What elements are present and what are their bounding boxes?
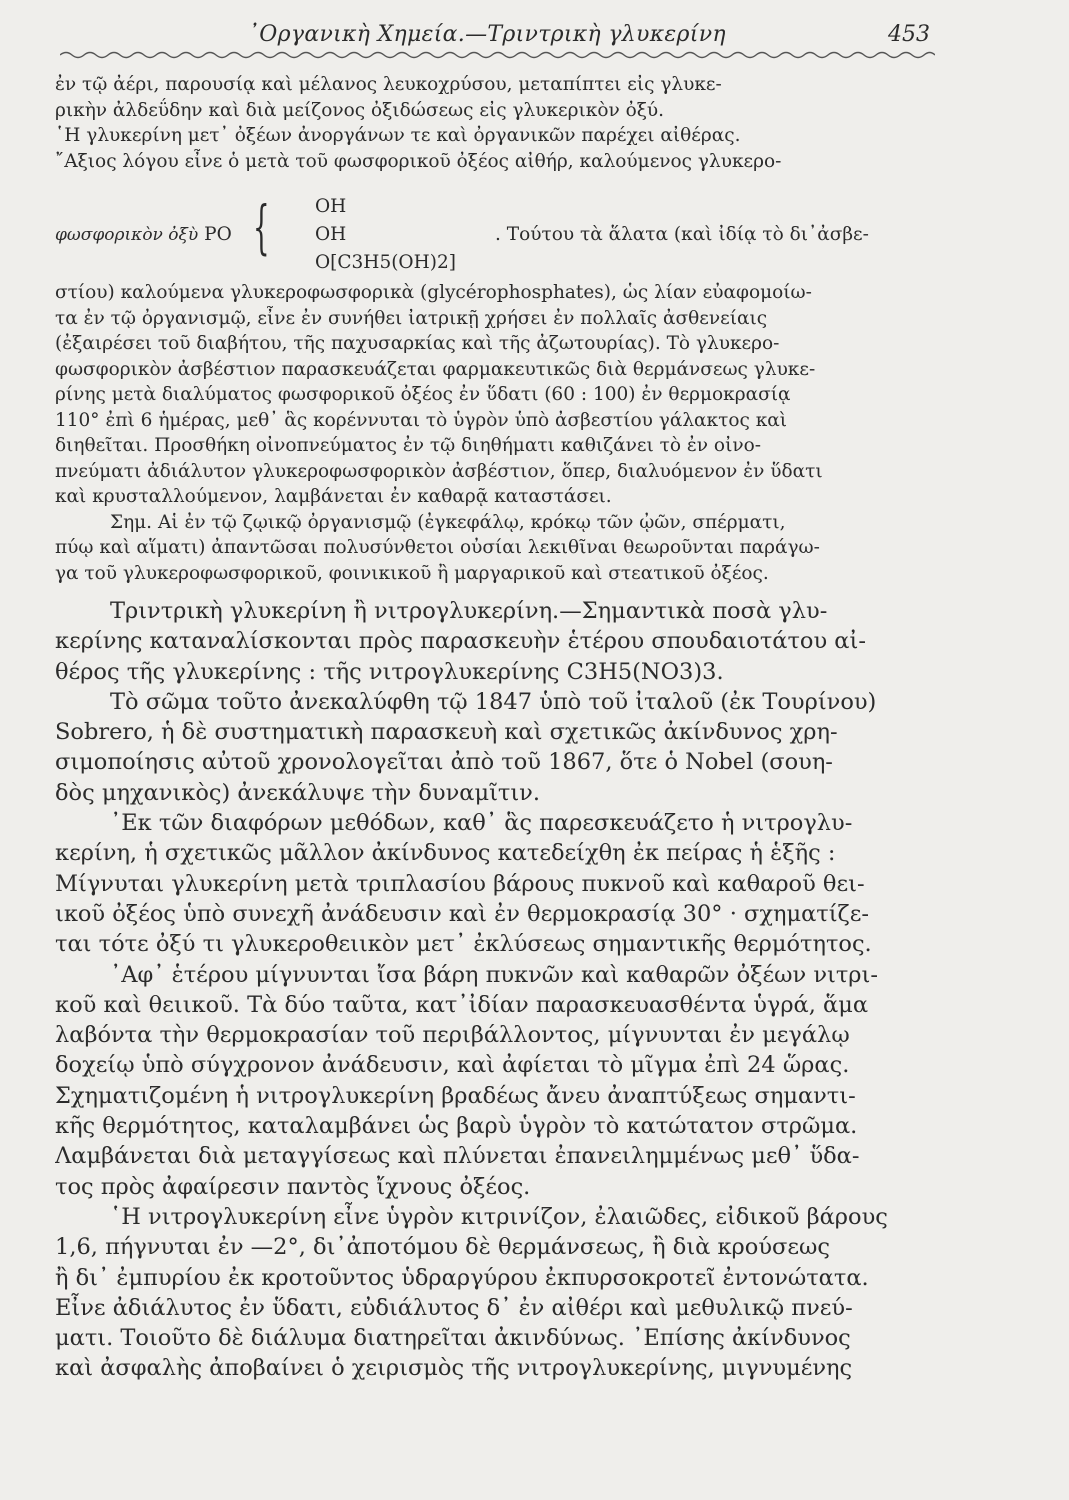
formula-label-italic: φωσφορικὸν ὀξὺ: [55, 225, 199, 245]
text-line: Sobrero, ἡ δὲ συστηματικὴ παρασκευὴ καὶ σχετικῶς ἀκίνδυνος χρη-: [55, 719, 838, 746]
formula-row-3: O[C3H5(OH)2]: [315, 252, 456, 273]
text-line: κερίνης καταναλίσκονται πρὸς παρασκευὴν ἑτέρου σπουδαιοτάτου αἰ-: [55, 628, 866, 655]
text-line: πνεύματι ἀδιάλυτον γλυκεροφωσφορικὸν ἀσβέστιον, ὅπερ, διαλυόμενον ἐν ὕδατι: [55, 460, 823, 482]
header-wavy-rule: [60, 50, 935, 60]
text-line: ρικὴν ἀλδεΰδην καὶ διὰ μείζονος ὀξιδώσεως εἰς γλυκερικὸν ὀξύ.: [55, 99, 665, 121]
text-line: τα ἐν τῷ ὀργανισμῷ, εἶνε ἐν συνήθει ἰατρικῇ χρήσει ἐν πολλαῖς ἀσθενείαις: [55, 307, 768, 329]
text-line: ᾿Αφ᾿ ἑτέρου μίγνυνται ἴσα βάρη πυκνῶν καὶ καθαρῶν ὀξέων νιτρι-: [110, 961, 878, 988]
text-line: ῾Η γλυκερίνη μετ᾿ ὀξέων ἀνοργάνων τε καὶ ὀργανικῶν παρέχει αἰθέρας.: [55, 125, 741, 146]
section-heading-line: Τριντρικὴ γλυκερίνη ἢ νιτρογλυκερίνη.—Σημαντικὰ ποσὰ γλυ-: [110, 598, 828, 624]
text-line: 110° ἐπὶ 6 ἡμέρας, μεθ᾿ ἃς κορέννυται τὸ ὑγρὸν ὑπὸ ἀσβεστίου γάλακτος καὶ: [55, 409, 788, 431]
page-number: 453: [888, 22, 930, 47]
text-line: ἐν τῷ ἀέρι, παρουσίᾳ καὶ μέλανος λευκοχρύσου, μεταπίπτει εἰς γλυκε-: [55, 74, 722, 95]
text-line: ᾿Εκ τῶν διαφόρων μεθόδων, καθ᾿ ἃς παρεσκευάζετο ἡ νιτρογλυ-: [110, 810, 853, 837]
note-line: Σημ. Αἱ ἐν τῷ ζῳικῷ ὀργανισμῷ (ἐγκεφάλῳ, κρόκῳ τῶν ᾠῶν, σπέρματι,: [110, 511, 786, 533]
text-line: (ἐξαιρέσει τοῦ διαβήτου, τῆς παχυσαρκίας καὶ τῆς ἀζωτουρίας). Τὸ γλυκερο-: [55, 333, 780, 354]
running-title: ᾿Οργανικὴ Χημεία.—Τριντρικὴ γλυκερίνη: [248, 22, 726, 47]
text-line: λαβόντα τὴν θερμοκρασίαν τοῦ περιβάλλοντος, μίγνυνται ἐν μεγάλῳ: [55, 1022, 850, 1049]
formula-row-1: OH: [315, 196, 347, 217]
text-line: κῆς θερμότητος, καταλαμβάνει ὡς βαρὺ ὑγρὸν τὸ κατώτατον στρῶμα.: [55, 1113, 858, 1140]
text-line: ρίνης μετὰ διαλύματος φωσφορικοῦ ὀξέος ἐν ὕδατι (60 : 100) ἐν θερμοκρασίᾳ: [55, 384, 791, 405]
text-line: φωσφορικὸν ἀσβέστιον παρασκευάζεται φαρμακευτικῶς διὰ θερμάνσεως γλυκε-: [55, 358, 816, 380]
formula-tail-text: . Τούτου τὰ ἅλατα (καὶ ἰδίᾳ τὸ δι᾿ἀσβε-: [495, 224, 869, 245]
text-line: ικοῦ ὀξέος ὑπὸ συνεχῆ ἀνάδευσιν καὶ ἐν θερμοκρασίᾳ 30° · σχηματίζε-: [55, 900, 870, 927]
text-line: ἢ δι᾿ ἐμπυρίου ἐκ κροτοῦντος ὑδραργύρου ἐκπυρσοκροτεῖ ἐντονώτατα.: [55, 1264, 869, 1291]
note-line: γα τοῦ γλυκεροφωσφορικοῦ, φοινικικοῦ ἢ μαργαρικοῦ καὶ στεατικοῦ ὀξέος.: [55, 562, 769, 584]
page-header: [60, 14, 940, 54]
text-line: Εἶνε ἀδιάλυτος ἐν ὕδατι, εὐδιάλυτος δ᾿ ἐν αἰθέρι καὶ μεθυλικῷ πνεύ-: [55, 1294, 853, 1321]
text-line: σιμοποίησις αὐτοῦ χρονολογεῖται ἀπὸ τοῦ 1867, ὅτε ὁ Nobel (σουη-: [55, 749, 833, 776]
text-line: καὶ ἀσφαλὴς ἀποβαίνει ὁ χειρισμὸς τῆς νιτρογλυκερίνης, μιγνυμένης: [55, 1355, 853, 1382]
text-line: Μίγνυται γλυκερίνη μετὰ τριπλασίου βάρους πυκνοῦ καὶ καθαροῦ θει-: [55, 870, 865, 897]
formula-brace: {: [253, 193, 270, 261]
formula-row-2: OH: [315, 224, 347, 245]
paragraph-glycerophosphates: [55, 280, 940, 586]
paragraph-glycerin-oxidation: [55, 72, 940, 174]
text-line: κοῦ καὶ θειικοῦ. Τὰ δύο ταῦτα, κατ᾿ἰδίαν παρασκευασθέντα ὑγρά, ἅμα: [55, 991, 869, 1018]
formula-label: [55, 224, 232, 245]
glycerophosphoric-acid-formula: [55, 193, 940, 278]
text-line: διηθεῖται. Προσθήκη οἰνοπνεύματος ἐν τῷ διηθήματι καθιζάνει τὸ ἐν οἰνο-: [55, 435, 761, 456]
text-line: 1,6, πήγνυται ἐν —2°, δι᾿ἀποτόμου δὲ θερμάνσεως, ἢ διὰ κρούσεως: [55, 1234, 830, 1261]
text-line: Λαμβάνεται διὰ μεταγγίσεως καὶ πλύνεται ἐπανειλημμένως μεθ᾿ ὕδα-: [55, 1143, 860, 1170]
text-line: τος πρὸς ἀφαίρεσιν παντὸς ἴχνους ὀξέος.: [55, 1173, 531, 1200]
text-line: κερίνη, ἡ σχετικῶς μᾶλλον ἀκίνδυνος κατεδείχθη ἐκ πείρας ἡ ἑξῆς :: [55, 840, 836, 867]
text-line: δοχείῳ ὑπὸ σύγχρονον ἀνάδευσιν, καὶ ἀφίεται τὸ μῖγμα ἐπὶ 24 ὥρας.: [55, 1052, 850, 1079]
text-line: ῎Αξιος λόγου εἶνε ὁ μετὰ τοῦ φωσφορικοῦ ὀξέος αἰθήρ, καλούμενος γλυκερο-: [55, 150, 782, 172]
text-line: ῾Η νιτρογλυκερίνη εἶνε ὑγρὸν κιτρινίζον, ἐλαιῶδες, εἰδικοῦ βάρους: [110, 1203, 888, 1230]
note-line: πύῳ καὶ αἵματι) ἀπαντῶσαι πολυσύνθετοι οὐσίαι λεκιθῖναι θεωροῦνται παράγω-: [55, 537, 820, 558]
text-line: καὶ κρυσταλλούμενον, λαμβάνεται ἐν καθαρᾷ καταστάσει.: [55, 486, 612, 507]
formula-radical: PO: [204, 224, 232, 245]
text-line: θέρος τῆς γλυκερίνης : τῆς νιτρογλυκερίνης C3H5(NO3)3.: [55, 658, 724, 685]
text-line: ται τότε ὀξύ τι γλυκεροθειικὸν μετ᾿ ἐκλύσεως σημαντικῆς θερμότητος.: [55, 931, 872, 958]
text-line: Σχηματιζομένη ἡ νιτρογλυκερίνη βραδέως ἄνευ ἀναπτύξεως σημαντι-: [55, 1082, 856, 1109]
text-line: στίου) καλούμενα γλυκεροφωσφορικὰ (glycérophosphates), ὡς λίαν εὐαφομοίω-: [55, 282, 812, 303]
text-line: ματι. Τοιοῦτο δὲ διάλυμα διατηρεῖται ἀκινδύνως. ᾿Επίσης ἀκίνδυνος: [55, 1325, 851, 1352]
text-line: Τὸ σῶμα τοῦτο ἀνεκαλύφθη τῷ 1847 ὑπὸ τοῦ ἰταλοῦ (ἐκ Τουρίνου): [110, 688, 877, 715]
text-line: δὸς μηχανικὸς) ἀνεκάλυψε τὴν δυναμῖτιν.: [55, 779, 540, 806]
section-trinitroglycerin: [55, 596, 940, 1384]
